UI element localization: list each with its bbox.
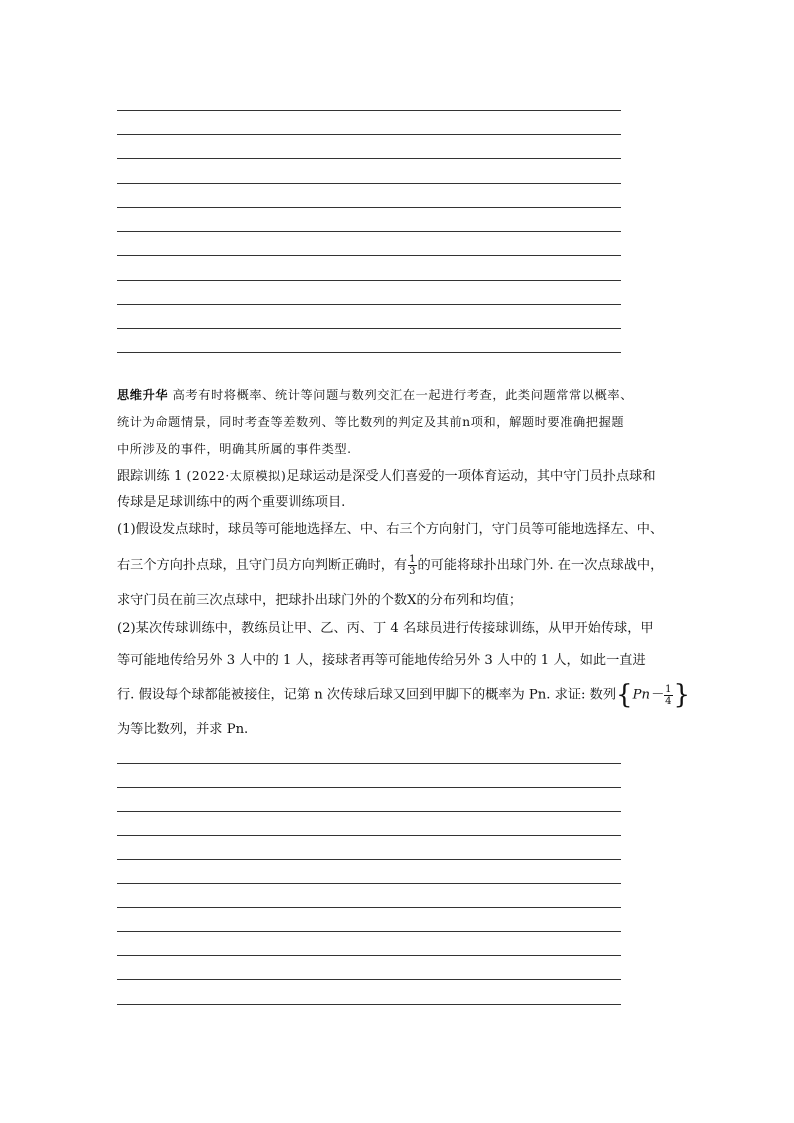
answer-line	[117, 787, 621, 788]
q1-line-2: 右三个方向扑点球，且守门员方向判断正确时，有 $\frac{1}{3}$ 的可能将球扑出球门外. 在一次点球战中，	[117, 554, 664, 577]
answer-line	[117, 231, 621, 232]
q2-line-3: 行. 假设每个球都能被接住，记第 n 次传球后球又回到甲脚下的概率为 Pn. 求证: 数列{Pn－ $\frac{1}{4}$ }	[117, 680, 691, 710]
answer-line	[117, 328, 621, 329]
answer-line	[117, 207, 621, 208]
fraction-one-quarter: $\frac{1}{4}$	[665, 683, 672, 707]
answer-line	[117, 811, 621, 812]
exercise-label: 跟踪训练 1	[117, 469, 183, 484]
answer-line	[117, 835, 621, 836]
right-brace: }	[673, 680, 691, 710]
q2-line-1: (2)某次传球训练中，教练员让甲、乙、丙、丁 4 名球员进行传接球训练，从甲开始传球，甲	[117, 621, 654, 636]
thinking-line-2: 统计为命题情景，同时考查等差数列、等比数列的判定及其前n项和，解题时要准确把握题	[117, 415, 625, 429]
answer-line	[117, 763, 621, 764]
thinking-line-3: 中所涉及的事件，明确其所属的事件类型.	[117, 442, 352, 456]
answer-line	[117, 183, 621, 184]
exercise-line-1: 跟踪训练 1 (2022·太原模拟)足球运动是深受人们喜爱的一项体育运动，其中守门员扑点球和	[117, 469, 656, 484]
answer-line	[117, 158, 621, 159]
answer-line	[117, 352, 621, 353]
q1-line-3: 求守门员在前三次点球中，把球扑出球门外的个数X的分布列和均值；	[117, 593, 523, 608]
q2-line-4: 为等比数列，并求 Pn.	[117, 722, 249, 737]
left-brace: {	[616, 680, 633, 710]
answer-line	[117, 931, 621, 932]
exercise-line-2: 传球是足球训练中的两个重要训练项目.	[117, 495, 346, 510]
thinking-text-1: 高考有时将概率、统计等问题与数列交汇在一起进行考查，此类问题常常以概率、	[172, 388, 633, 402]
q1-line-1: (1)假设发点球时，球员等可能地选择左、中、右三个方向射门，守门员等可能地选择左、中、	[117, 522, 664, 537]
answer-line	[117, 883, 621, 884]
sequence-term: Pn－	[632, 687, 664, 703]
fraction-one-third: $\frac{1}{3}$	[409, 554, 416, 577]
answer-line	[117, 979, 621, 980]
answer-line	[117, 255, 621, 256]
thinking-line-1	[117, 382, 677, 408]
answer-line	[117, 907, 621, 908]
answer-line	[117, 1004, 621, 1005]
answer-line	[117, 304, 621, 305]
answer-line	[117, 280, 621, 281]
answer-line	[117, 955, 621, 956]
thinking-label: 思维升华	[117, 388, 169, 402]
q2-line-2: 等可能地传给另外 3 人中的 1 人，接球者再等可能地传给另外 3 人中的 1 人，如此一直进	[117, 653, 646, 668]
exercise-source: (2022·太原模拟)	[186, 469, 287, 483]
answer-line	[117, 134, 621, 135]
answer-line	[117, 110, 621, 111]
answer-line	[117, 859, 621, 860]
